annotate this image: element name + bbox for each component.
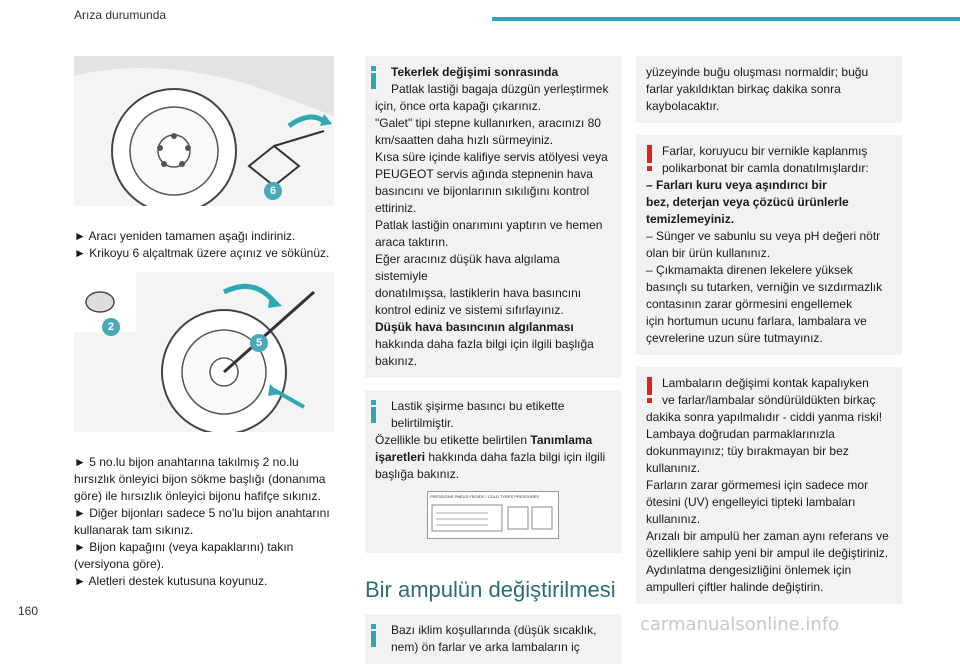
box-line-bold: – Farları kuru veya aşındırıcı bir (646, 178, 827, 192)
step-tighten-antitheft-1: ► 5 no.lu bijon anahtarına takılmış 2 no.lu (74, 455, 299, 469)
tyre-pressure-label-image (427, 491, 559, 539)
box-line: Bazı iklim koşullarında (düşük sıcaklık, (391, 623, 597, 637)
box-line: için, önce orta kapağı çıkarınız. (375, 99, 542, 113)
info-box-after-wheel-change (365, 56, 621, 378)
box-subtitle: Düşük hava basıncının algılanması (375, 320, 574, 334)
box-line: dokunmayınız; tüy bırakmayan bir bez (646, 444, 849, 458)
box-line: Aydınlatma dengesizliğini önlemek için (646, 563, 852, 577)
text-run: hakkında daha fazla bilgi için ilgili (425, 450, 606, 464)
box-line-bold: bez, deterjan veya çözücü ürünlerle (646, 195, 849, 209)
page-number: 160 (18, 604, 39, 618)
box-line: özelliklere sahip yeni bir ampul ile değiştiriniz. (646, 546, 889, 560)
info-box-tyre-pressure (365, 390, 621, 553)
box-line: contasının zarar görmesini engellemek (646, 297, 853, 311)
text-run-bold: Tanımlama (530, 433, 593, 447)
text-run: Özellikle bu etikette belirtilen (375, 433, 531, 447)
callout-6: 6 (264, 182, 282, 200)
info-icon (371, 400, 377, 422)
box-line: dakika sonra yapılmalıdır - ciddi yanma riski! (646, 410, 883, 424)
box-line: başlığa bakınız. (375, 467, 460, 481)
info-icon (371, 624, 377, 646)
step-tighten-antitheft-2: hırsızlık önleyici bijon sökme başlığı (donanıma (74, 472, 326, 486)
jack-lowering-drawing (74, 56, 334, 206)
box-line: ampulleri çiftler halinde değiştirin. (646, 580, 824, 594)
info-box-condensation-continued (636, 56, 902, 123)
box-line: Patlak lastiği bagaja düzgün yerleştirmek (391, 82, 609, 96)
box-line: basıncını ve bijonlarının sıkılığını kontrol (375, 184, 590, 198)
anti-theft-bolt-drawing (74, 272, 334, 432)
box-line: – Sünger ve sabunlu su veya pH değeri nötr (646, 229, 881, 243)
step-tighten-antitheft-3: göre) ile hırsızlık önleyici bijonu hafifçe sıkınız. (74, 489, 321, 503)
box-line: kullanınız. (646, 512, 701, 526)
box-line: km/saatten daha hızlı sürmeyiniz. (375, 133, 554, 147)
box-line: kullanınız. (646, 461, 701, 475)
header-accent-bar (492, 17, 960, 21)
step-tighten-others-1: ► Diğer bijonları sadece 5 no'lu bijon anahtarını (74, 506, 330, 520)
running-header: Arıza durumunda (74, 8, 167, 22)
box-line: "Galet" tipi stepne kullanırken, aracınızı 80 (375, 116, 601, 130)
box-line: – Çıkmamakta direnen lekelere yüksek (646, 263, 853, 277)
wheel-bolt-illustration (74, 272, 334, 432)
box-line: Eğer aracınız düşük hava algılama sistemiyle (375, 252, 560, 283)
box-line: ve farlar/lambalar söndürüldükten birkaç (662, 393, 876, 407)
warning-box-bulb-handling (636, 367, 902, 604)
box-line: nem) ön farlar ve arka lambaların iç (391, 640, 580, 654)
jack-illustration (74, 56, 334, 206)
box-paragraph (375, 432, 611, 449)
box-line: için hortumun ucunu farlara, lambalara ve (646, 314, 867, 328)
box-line-bold: temizlemeyiniz. (646, 212, 735, 226)
box-line: ötesini (UV) engelleyici tipteki lambaları (646, 495, 856, 509)
box-line: hakkında daha fazla bilgi için ilgili başlığa (375, 337, 594, 351)
box-line: olan bir ürün kullanınız. (646, 246, 771, 260)
warning-icon (647, 145, 653, 171)
step-fit-caps-2: (versiyona göre). (74, 557, 165, 571)
column-right (636, 56, 902, 604)
text-run-bold: işaretleri (375, 450, 426, 464)
step-store-tools: ► Aletleri destek kutusuna koyunuz. (74, 574, 268, 588)
box-line: Lambaların değişimi kontak kapalıyken (662, 376, 869, 390)
box-line: Patlak lastiğin onarımını yaptırın ve hemen (375, 218, 603, 232)
column-middle (365, 56, 621, 664)
watermark: carmanualsonline.info (640, 614, 840, 635)
box-line: çevrelerine uzun süre tutmayınız. (646, 331, 823, 345)
box-line: Lambaya doğrudan parmaklarınızla (646, 427, 835, 441)
step-tighten-others-2: kullanarak tam sıkınız. (74, 523, 194, 537)
step-lower-vehicle: ► Aracı yeniden tamamen aşağı indiriniz. (74, 229, 296, 243)
box-line: basınçlı su tutarken, verniğin ve sızdırmazlık (646, 280, 883, 294)
step-fit-caps-1: ► Bijon kapağını (veya kapaklarını) takın (74, 540, 294, 554)
box-line: ettiriniz. (375, 201, 417, 215)
box-line: Kısa süre içinde kalifiye servis atölyesi veya (375, 150, 608, 164)
box-paragraph (375, 449, 611, 466)
box-line: Arızalı bir ampulü her zaman aynı referans ve (646, 529, 889, 543)
box-line: kontrol ediniz ve sistemi sıfırlayınız. (375, 303, 564, 317)
warning-icon (647, 377, 653, 403)
box-line: PEUGEOT servis ağında stepnenin hava (375, 167, 593, 181)
info-icon (371, 66, 377, 88)
box-line: farlar yakıldıktan birkaç dakika sonra (646, 82, 841, 96)
callout-2: 2 (102, 318, 120, 336)
box-line: Farların zarar görmemesi için sadece mor (646, 478, 869, 492)
box-line: donatılmışsa, lastiklerin hava basıncını (375, 286, 582, 300)
box-line: araca taktırın. (375, 235, 449, 249)
box-line: Farlar, koruyucu bir vernikle kaplanmış (662, 144, 868, 158)
box-line: yüzeyinde buğu oluşması normaldir; buğu (646, 65, 869, 79)
box-line: belirtilmiştir. (391, 416, 454, 430)
warning-box-headlamp-cleaning (636, 135, 902, 355)
section-heading-bulb-change: Bir ampulün değiştirilmesi (365, 577, 616, 602)
info-box-condensation (365, 614, 621, 664)
box-line: Lastik şişirme basıncı bu etikette (391, 399, 565, 413)
callout-5: 5 (250, 334, 268, 352)
box-line: bakınız. (375, 354, 418, 368)
label-drawing (428, 501, 556, 537)
box-line: polikarbonat bir camla donatılmışlardır: (662, 161, 869, 175)
step-remove-jack: ► Krikoyu 6 alçaltmak üzere açınız ve sökünüz. (74, 246, 330, 260)
column-left (74, 56, 338, 590)
box-title: Tekerlek değişimi sonrasında (391, 65, 559, 79)
box-line: kaybolacaktır. (646, 99, 720, 113)
label-caption: PRESSIONS PNEUS FROIDS / COLD TYRES PRESSURES (430, 494, 540, 499)
